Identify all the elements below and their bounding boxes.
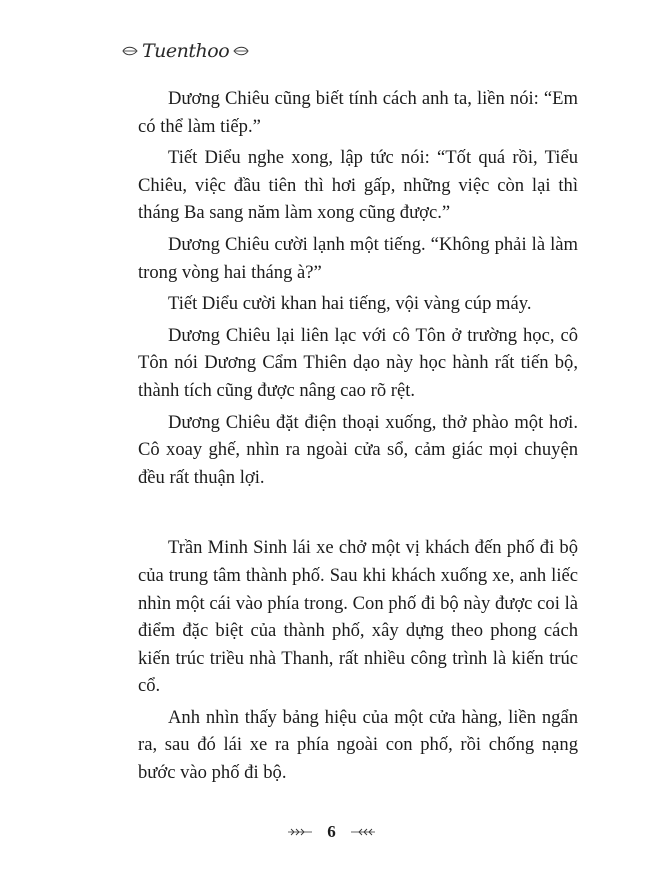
paragraph: Dương Chiêu cũng biết tính cách anh ta, liền nói: “Em có thể làm tiếp.” — [138, 88, 578, 137]
paragraph: Dương Chiêu cười lạnh một tiếng. “Không phải là làm trong vòng hai tháng à?” — [138, 233, 578, 283]
paragraph: Tiết Diểu cười khan hai tiếng, vội vàng cúp máy. — [168, 293, 532, 315]
page-footer — [0, 822, 663, 842]
paragraph: Trần Minh Sinh lái xe chở một vị khách đến phố đi bộ của trung tâm thành phố. Sau khi khách xuống xe, anh liếc nhìn một cái vào phía trong. Con phố đi bộ này được coi là điểm đặc biệt của thành phố, xây dựng theo phong cách kiến trúc triều nhà Thanh, rất nhiều công trình là kiến trúc cổ. — [138, 537, 578, 697]
page-body — [138, 85, 578, 791]
paragraph: Dương Chiêu lại liên lạc với cô Tôn ở trường học, cô Tôn nói Dương Cẩm Thiên dạo này học hành rất tiến bộ, thành tích cũng được nâng cao rõ rệt. — [138, 324, 578, 401]
leaf-ornament-right-icon — [233, 45, 249, 57]
publisher-logo: Tuenthoo — [142, 40, 230, 62]
leaf-ornament-left-icon — [122, 45, 138, 57]
paragraph: Anh nhìn thấy bảng hiệu của một cửa hàng, liền ngẩn ra, sau đó lái xe ra phía ngoài con phố, rồi chống nạng bước vào phố đi bộ. — [138, 706, 578, 784]
paragraph: Dương Chiêu đặt điện thoại xuống, thở phào một hơi. Cô xoay ghế, nhìn ra ngoài cửa sổ, cảm giác mọi chuyện đều rất thuận lợi. — [138, 411, 578, 488]
page-number: 6 — [327, 822, 336, 841]
running-header — [122, 38, 249, 64]
paragraph: Tiết Diểu nghe xong, lập tức nói: “Tốt quá rồi, Tiểu Chiêu, việc đầu tiên thì hơi gấp, những việc còn lại thì tháng Ba sang năm làm xong cũng được.” — [138, 147, 578, 224]
footer-ornament-right-icon — [350, 827, 376, 837]
footer-ornament-left-icon — [287, 827, 313, 837]
